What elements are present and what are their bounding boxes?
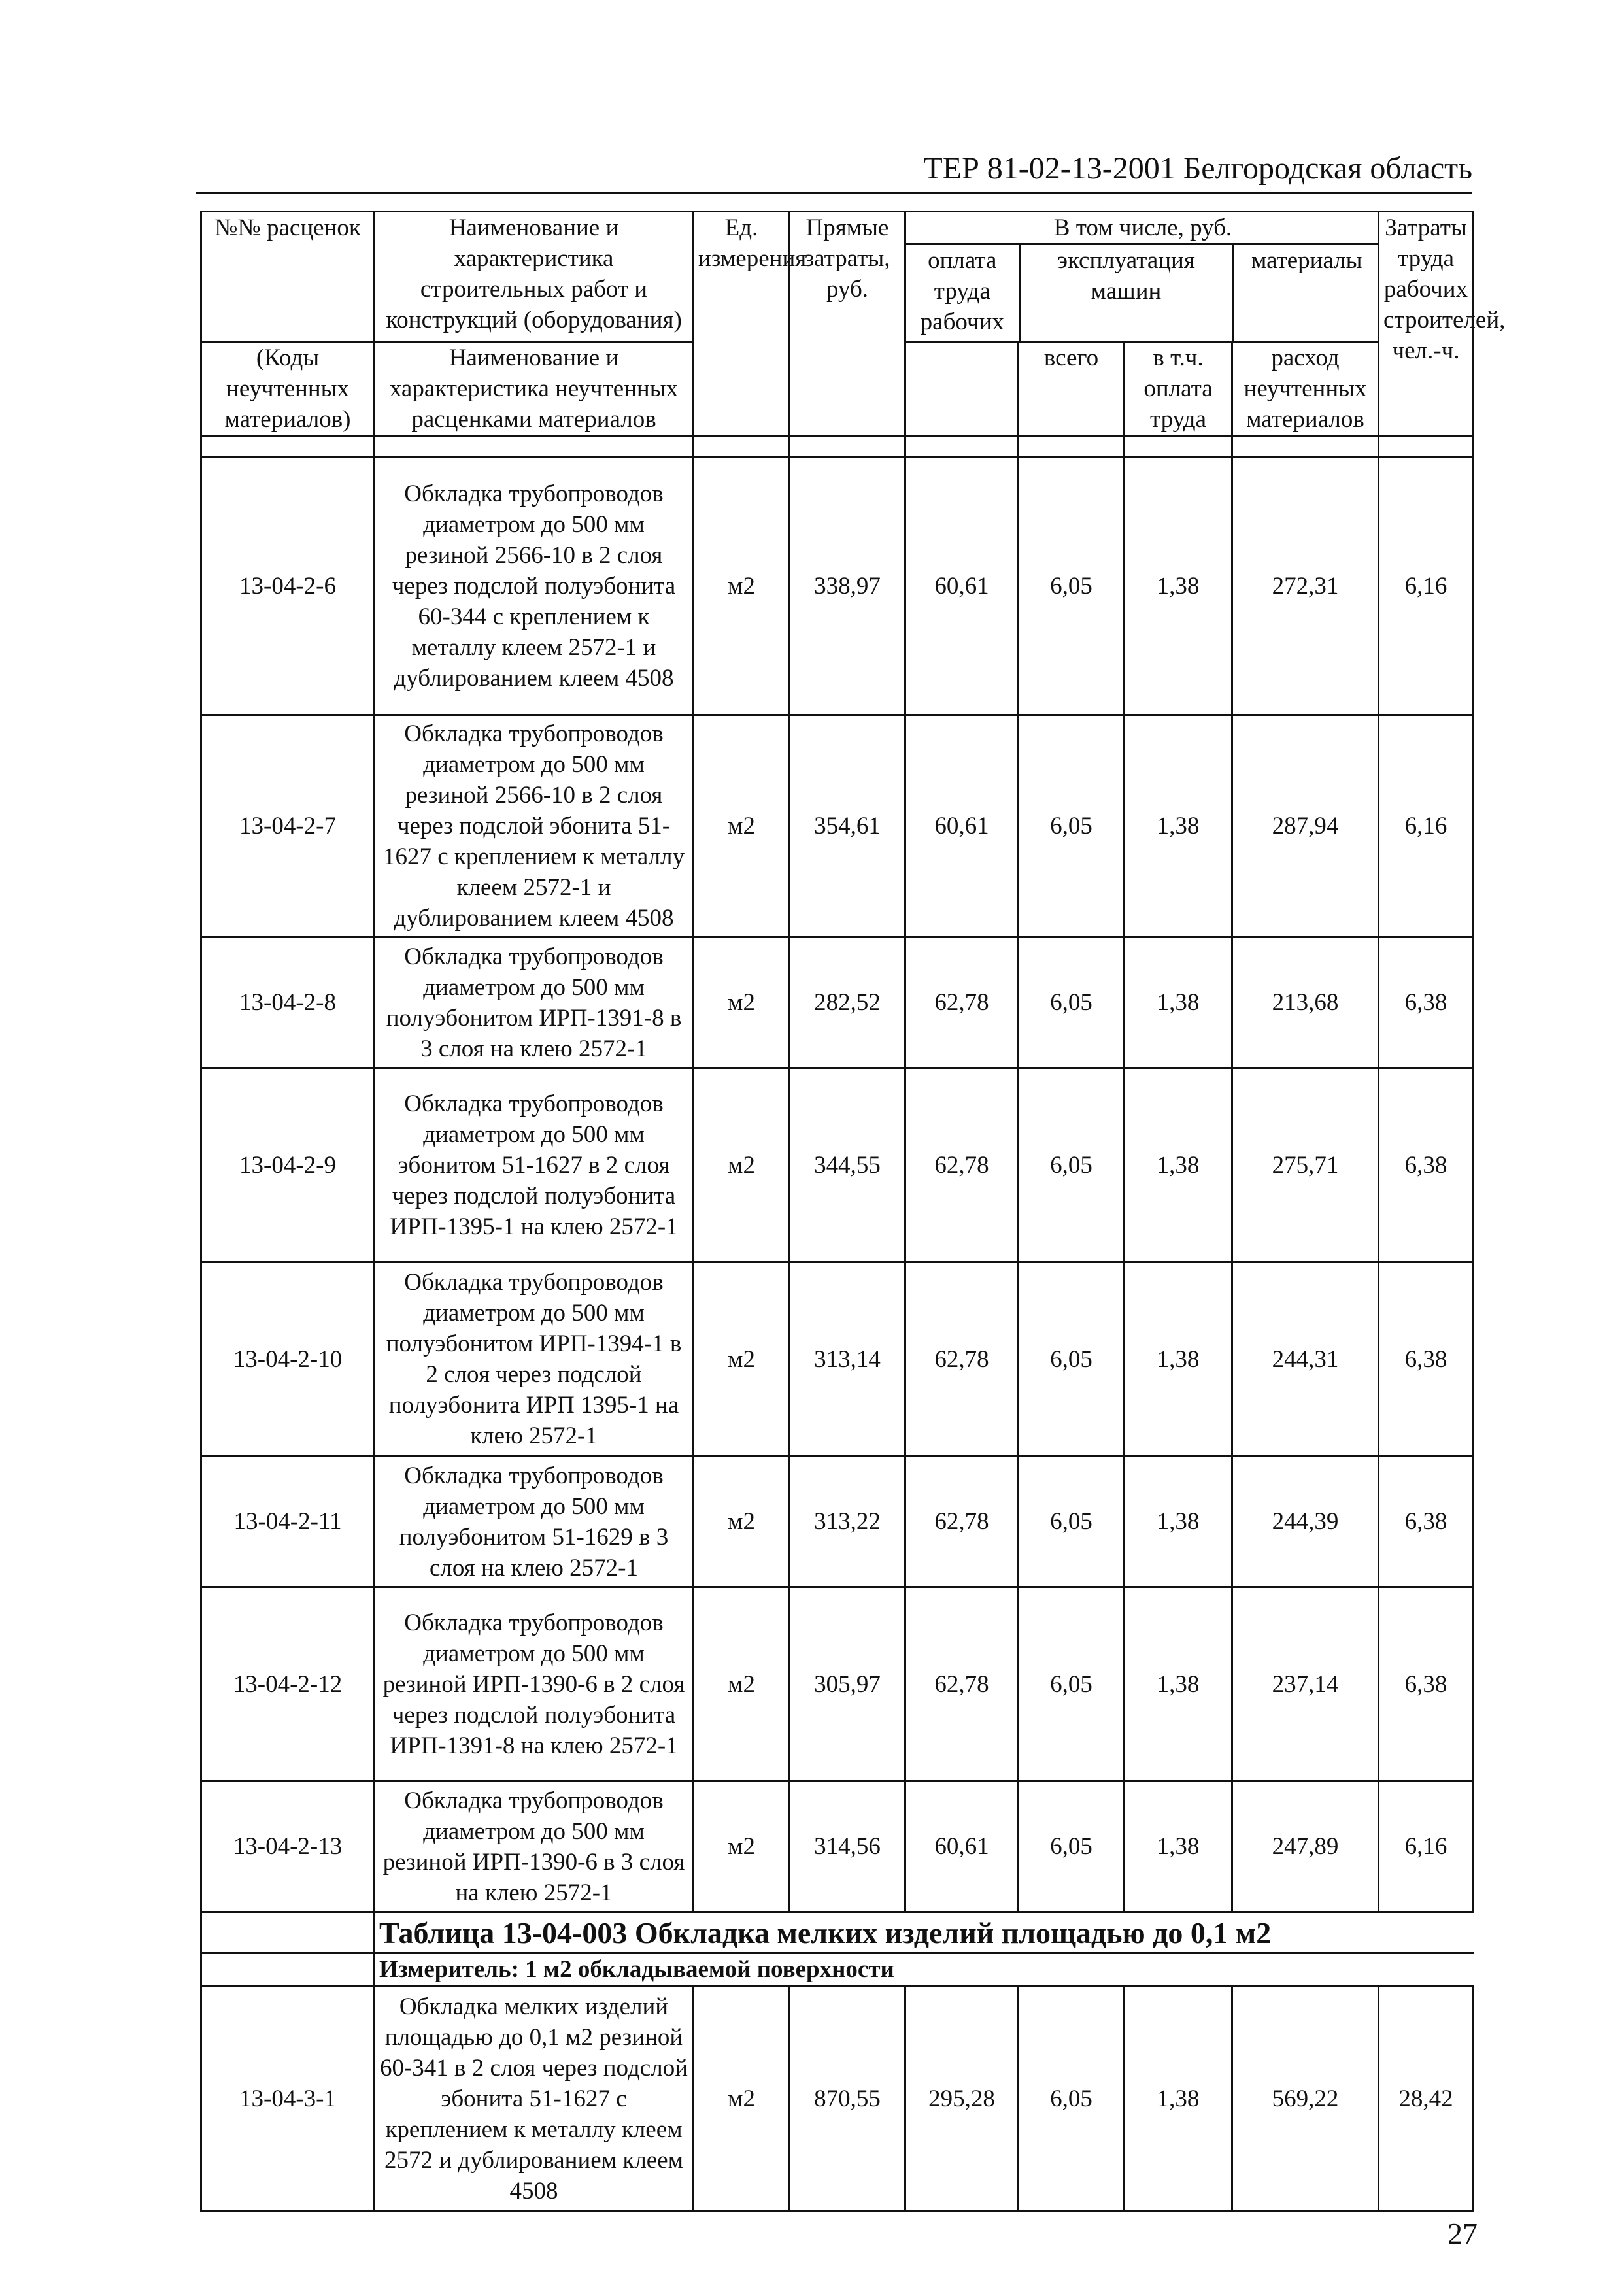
unit: м2 <box>694 937 790 1068</box>
labor-pay: 60,61 <box>905 715 1019 937</box>
machines-labor: 1,38 <box>1125 937 1232 1068</box>
materials: 244,31 <box>1232 1262 1379 1457</box>
work-name: Обкладка трубопроводов диаметром до 500 мм полуэбонитом ИРП-1394-1 в 2 слоя через подслой полуэбонита ИРП 1395-1 на клею 2572-1 <box>375 1262 694 1457</box>
unit: м2 <box>694 1068 790 1262</box>
table-row <box>201 1457 1474 1587</box>
work-name: Обкладка трубопроводов диаметром до 500 мм резиной ИРП-1390-6 в 2 слоя через подслой полуэбонита ИРП-1391-8 на клею 2572-1 <box>375 1587 694 1781</box>
machines-labor: 1,38 <box>1125 457 1232 715</box>
labor-pay: 60,61 <box>905 457 1019 715</box>
rate-code: 13-04-3-1 <box>201 1986 375 2212</box>
labor-pay: 295,28 <box>905 1986 1019 2212</box>
col-direct-header: Прямые затраты, руб. <box>790 212 905 437</box>
unit: м2 <box>694 715 790 937</box>
incl-group-label: В том числе, руб. <box>906 212 1379 245</box>
labor-hours: 28,42 <box>1379 1986 1474 2212</box>
direct-cost: 313,22 <box>790 1457 905 1587</box>
machines-total: 6,05 <box>1019 1781 1125 1912</box>
materials: 287,94 <box>1232 715 1379 937</box>
unit: м2 <box>694 1457 790 1587</box>
work-name: Обкладка трубопроводов диаметром до 500 мм резиной 2566-10 в 2 слоя через подслой эбонита 51-1627 с креплением к металлу клеем 2572-1 и дублированием клеем 4508 <box>375 715 694 937</box>
section-title-row <box>201 1912 1474 1953</box>
machines-labor: 1,38 <box>1125 1587 1232 1781</box>
rate-code: 13-04-2-9 <box>201 1068 375 1262</box>
col-incl-group <box>905 212 1379 342</box>
direct-cost: 354,61 <box>790 715 905 937</box>
direct-cost: 344,55 <box>790 1068 905 1262</box>
table-row <box>201 1986 1474 2212</box>
machines-total: 6,05 <box>1019 715 1125 937</box>
col-name-alt-header: Наименование и характеристика неучтенных расценками материалов <box>375 342 694 437</box>
direct-cost: 313,14 <box>790 1262 905 1457</box>
materials-header: материалы <box>1251 247 1362 274</box>
labor-hours: 6,38 <box>1379 1262 1474 1457</box>
section-unit-row <box>201 1953 1474 1986</box>
rate-code: 13-04-2-10 <box>201 1262 375 1457</box>
materials: 272,31 <box>1232 457 1379 715</box>
unit: м2 <box>694 1781 790 1912</box>
machines-labor: 1,38 <box>1125 1986 1232 2212</box>
direct-cost: 314,56 <box>790 1781 905 1912</box>
work-name: Обкладка трубопроводов диаметром до 500 мм полуэбонитом ИРП-1391-8 в 3 слоя на клею 2572-1 <box>375 937 694 1068</box>
table-row <box>201 1068 1474 1262</box>
labor-hours: 6,16 <box>1379 457 1474 715</box>
rate-code: 13-04-2-7 <box>201 715 375 937</box>
work-name: Обкладка трубопроводов диаметром до 500 мм резиной ИРП-1390-6 в 3 слоя на клею 2572-1 <box>375 1781 694 1912</box>
table-row <box>201 457 1474 715</box>
col-name-header: Наименование и характеристика строительных работ и конструкций (оборудования) <box>375 212 694 342</box>
machines-labor: 1,38 <box>1125 1262 1232 1457</box>
labor-hours: 6,38 <box>1379 1457 1474 1587</box>
materials: 244,39 <box>1232 1457 1379 1587</box>
machines-total-header: всего <box>1019 342 1125 437</box>
col-labor-costs-header: Затраты труда рабочих строителей, чел.-ч. <box>1379 212 1474 437</box>
machines-labor: 1,38 <box>1125 1457 1232 1587</box>
col-code-alt-header: (Коды неучтенных материалов) <box>201 342 375 437</box>
labor-hours: 6,16 <box>1379 715 1474 937</box>
labor-hours: 6,38 <box>1379 1068 1474 1262</box>
unit: м2 <box>694 1587 790 1781</box>
rates-table <box>200 211 1506 2212</box>
work-name: Обкладка трубопроводов диаметром до 500 мм резиной 2566-10 в 2 слоя через подслой полуэбонита 60-344 с креплением к металлу клеем 2572-1 и дублированием клеем 4508 <box>375 457 694 715</box>
machines-labor-header: в т.ч. оплата труда <box>1125 342 1232 437</box>
direct-cost: 282,52 <box>790 937 905 1068</box>
materials: 213,68 <box>1232 937 1379 1068</box>
rate-code: 13-04-2-12 <box>201 1587 375 1781</box>
machines-labor: 1,38 <box>1125 715 1232 937</box>
document-header: ТЕР 81-02-13-2001 Белгородская область <box>196 149 1472 194</box>
work-name: Обкладка трубопроводов диаметром до 500 мм полуэбонитом 51-1629 в 3 слоя на клею 2572-1 <box>375 1457 694 1587</box>
table-row <box>201 937 1474 1068</box>
labor-pay: 62,78 <box>905 1262 1019 1457</box>
col-code-header: №№ расценок <box>201 212 375 342</box>
materials-alt-header: расход неучтенных материалов <box>1232 342 1379 437</box>
labor-pay: 62,78 <box>905 937 1019 1068</box>
machines-total: 6,05 <box>1019 1587 1125 1781</box>
labor-hours: 6,38 <box>1379 937 1474 1068</box>
labor-pay: 62,78 <box>905 1068 1019 1262</box>
machines-total: 6,05 <box>1019 937 1125 1068</box>
machines-group-header: эксплуатация машин <box>1019 245 1233 341</box>
materials: 247,89 <box>1232 1781 1379 1912</box>
unit: м2 <box>694 1262 790 1457</box>
materials: 569,22 <box>1232 1986 1379 2212</box>
machines-total: 6,05 <box>1019 1457 1125 1587</box>
direct-cost: 870,55 <box>790 1986 905 2212</box>
section-unit: Измеритель: 1 м2 обкладываемой поверхности <box>375 1953 1474 1986</box>
incl-subheader <box>906 212 1379 341</box>
direct-cost: 305,97 <box>790 1587 905 1781</box>
machines-labor: 1,38 <box>1125 1068 1232 1262</box>
rate-code: 13-04-2-13 <box>201 1781 375 1912</box>
labor-pay: 62,78 <box>905 1587 1019 1781</box>
table-row <box>201 1587 1474 1781</box>
machines-labor: 1,38 <box>1125 1781 1232 1912</box>
unit: м2 <box>694 457 790 715</box>
work-name: Обкладка мелких изделий площадью до 0,1 м2 резиной 60-341 в 2 слоя через подслой эбонита 51-1627 с креплением к металлу клеем 2572 и дублированием клеем 4508 <box>375 1986 694 2212</box>
machines-total: 6,05 <box>1019 1262 1125 1457</box>
labor-pay: 60,61 <box>905 1781 1019 1912</box>
labor-pay: 62,78 <box>905 1457 1019 1587</box>
col-unit-header: Ед. измерения <box>694 212 790 437</box>
table-row <box>201 1262 1474 1457</box>
table-row <box>201 1781 1474 1912</box>
rate-code: 13-04-2-6 <box>201 457 375 715</box>
machines-total: 6,05 <box>1019 1986 1125 2212</box>
page-number: 27 <box>1447 2217 1478 2250</box>
materials: 275,71 <box>1232 1068 1379 1262</box>
labor-hours: 6,38 <box>1379 1587 1474 1781</box>
labor-pay-header: оплата труда рабочих <box>906 245 1019 341</box>
direct-cost: 338,97 <box>790 457 905 715</box>
section-title: Таблица 13-04-003 Обкладка мелких изделий площадью до 0,1 м2 <box>375 1912 1474 1953</box>
machines-total: 6,05 <box>1019 457 1125 715</box>
work-name: Обкладка трубопроводов диаметром до 500 мм эбонитом 51-1627 в 2 слоя через подслой полуэбонита ИРП-1395-1 на клею 2572-1 <box>375 1068 694 1262</box>
labor-hours: 6,16 <box>1379 1781 1474 1912</box>
rate-code: 13-04-2-11 <box>201 1457 375 1587</box>
materials: 237,14 <box>1232 1587 1379 1781</box>
table-row <box>201 715 1474 937</box>
unit: м2 <box>694 1986 790 2212</box>
labor-pay-cont <box>905 342 1019 437</box>
rate-code: 13-04-2-8 <box>201 937 375 1068</box>
machines-total: 6,05 <box>1019 1068 1125 1262</box>
